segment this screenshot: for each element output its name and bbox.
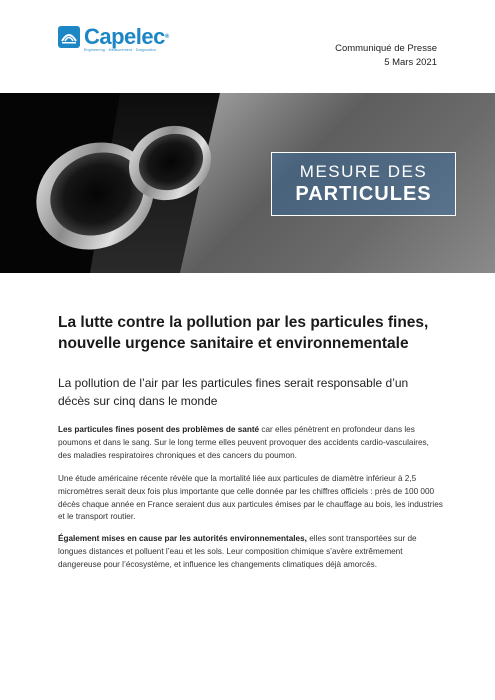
banner-title-box [271,152,456,216]
press-info [335,42,437,70]
paragraph-2 [58,473,443,524]
press-date: 5 Mars 2021 [384,57,437,68]
banner-title-line1: MESURE DES [299,162,428,181]
capelec-logo [58,24,169,52]
banner-image [0,93,495,273]
logo-mark-icon [58,26,80,48]
paragraph-3 [58,533,443,571]
paragraph-1-text: car elles pénètrent en profondeur dans les poumons et dans le sang. Sur le long terme elles peuvent provoquer des accidents cardio-vasculaires, des maladies respiratoires chroniques et des cancers du poumon. [58,425,429,460]
paragraph-1 [58,424,443,462]
banner-title-line2: PARTICULES [295,183,432,205]
paragraph-1-bold: Les particules fines posent des problèmes de santé [58,425,260,434]
headline: La lutte contre la pollution par les particules fines, nouvelle urgence sanitaire et environnementale [58,314,429,352]
logo-tagline: Engineering · Measurement · Diagnostics [84,48,157,52]
paragraph-3-bold: Également mises en cause par les autorités environnementales, [58,534,307,543]
press-label: Communiqué de Presse [335,43,437,54]
lead-paragraph: La pollution de l’air par les particules fines serait responsable d’un décès sur cinq dans le monde [58,376,409,408]
paragraph-2-text: Une étude américaine récente révèle que la mortalité liée aux particules de diamètre inférieur à 2,5 micromètres serait deux fois plus importante que celle donnée par les chiffres officiels : près de 100 000 décès chaque année en France seraient dus aux particules émises par le chauffage au bois, les industries et le transport routier. [58,474,443,522]
logo-wordmark: Capelec® [84,24,169,49]
paragraph-3-text: elles sont transportées sur de longues distances et polluent l’eau et les sols. Leur composition chimique s’avère extrêmement dangereuse pour l’écosystème, et influence les changements climatiques déjà amorcés. [58,534,417,569]
